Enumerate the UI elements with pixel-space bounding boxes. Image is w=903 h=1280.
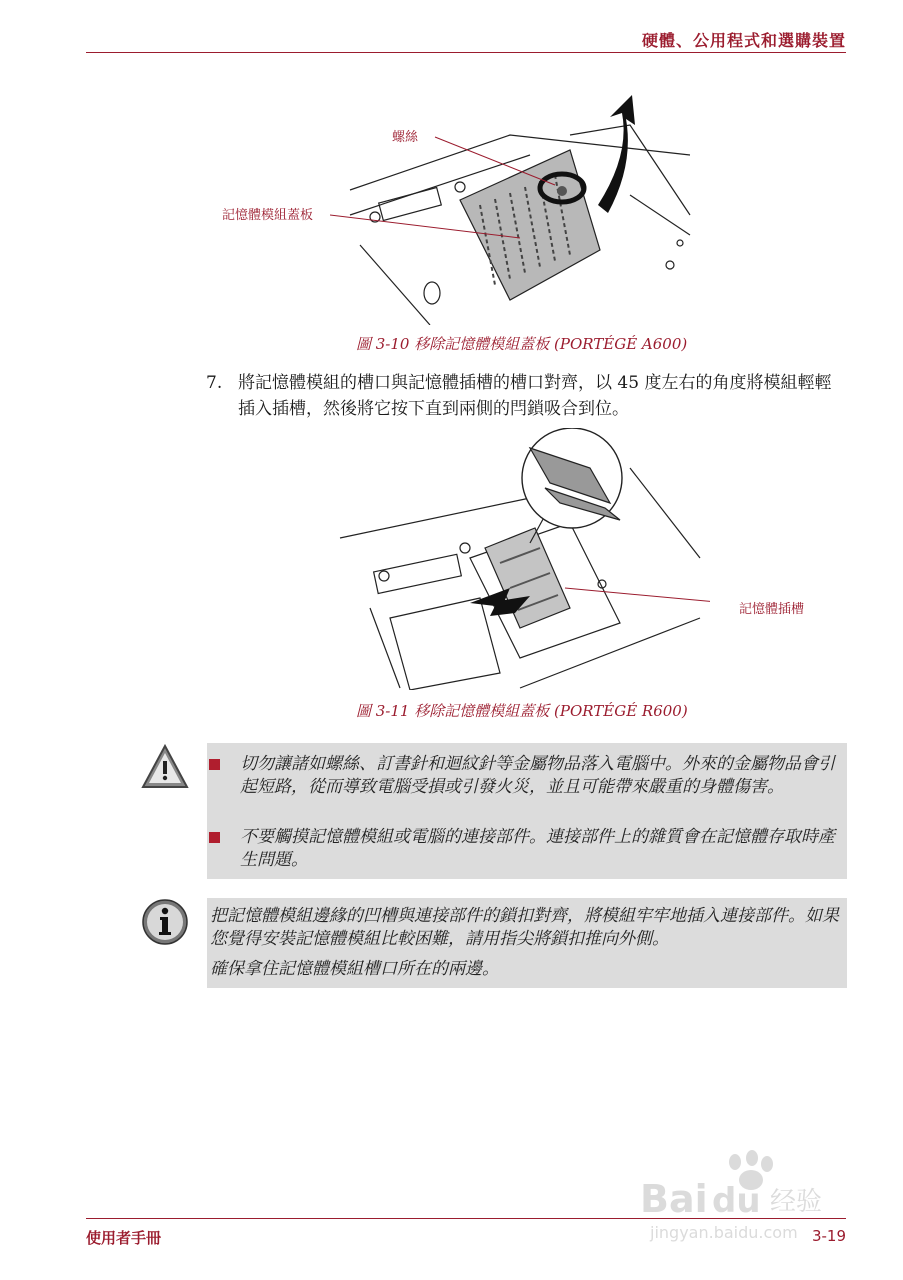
figure-remove-cover-a600 (330, 95, 700, 325)
callout-memory-slot: 記憶體插槽 (739, 602, 805, 617)
figure1-caption: 圖 3-10 移除記憶體模組蓋板 (PORTÉGÉ A600) (356, 335, 688, 353)
step-text: 將記憶體模組的槽口與記憶體插槽的槽口對齊，以 45 度左右的角度將模組輕輕插入插槽，然後將它按下直到兩側的閂鎖吸合到位。 (238, 373, 832, 419)
header-rule (86, 52, 846, 53)
warning-item: 切勿讓諸如螺絲、訂書針和迴紋針等金屬物品落入電腦中。外來的金屬物品會引起短路，從而導致電腦受損或引發火災，並且可能帶來嚴重的身體傷害。 (207, 753, 840, 799)
callout-screw: 螺絲 (392, 130, 419, 145)
figure2-caption: 圖 3-11 移除記憶體模組蓋板 (PORTÉGÉ R600) (356, 702, 688, 720)
baidu-watermark-logo (640, 1150, 850, 1245)
step-number: 7. (206, 373, 223, 393)
note-paragraph: 把記憶體模組邊緣的凹槽與連接部件的鎖扣對齊，將模組牢牢地插入連接部件。如果您覺得安裝記憶體模組比較困難，請用指尖將鎖扣推向外側。 (210, 906, 839, 949)
note-paragraph: 確保拿住記憶體模組槽口所在的兩邊。 (210, 959, 499, 979)
svg-text:du: du (712, 1181, 761, 1221)
svg-text:经验: 经验 (770, 1187, 823, 1217)
page-number: 3-19 (811, 1227, 846, 1245)
svg-text:jingyan.baidu.com: jingyan.baidu.com (650, 1223, 798, 1242)
bullet-square (209, 832, 220, 843)
figure-insert-module-r600 (330, 428, 710, 690)
step-7 (206, 370, 846, 422)
warning-triangle-icon (140, 743, 190, 791)
svg-text:Bai: Bai (640, 1177, 708, 1221)
callout-cover: 記憶體模組蓋板 (222, 208, 314, 223)
note-box (207, 898, 847, 988)
warning-box (207, 743, 847, 879)
footer-manual-label: 使用者手冊 (86, 1229, 162, 1247)
info-icon (141, 898, 189, 946)
header-title: 硬體、公用程式和選購裝置 (641, 31, 846, 50)
bullet-square (209, 759, 220, 770)
warning-item: 不要觸摸記憶體模組或電腦的連接部件。連接部件上的雜質會在記憶體存取時產生問題。 (207, 826, 840, 872)
